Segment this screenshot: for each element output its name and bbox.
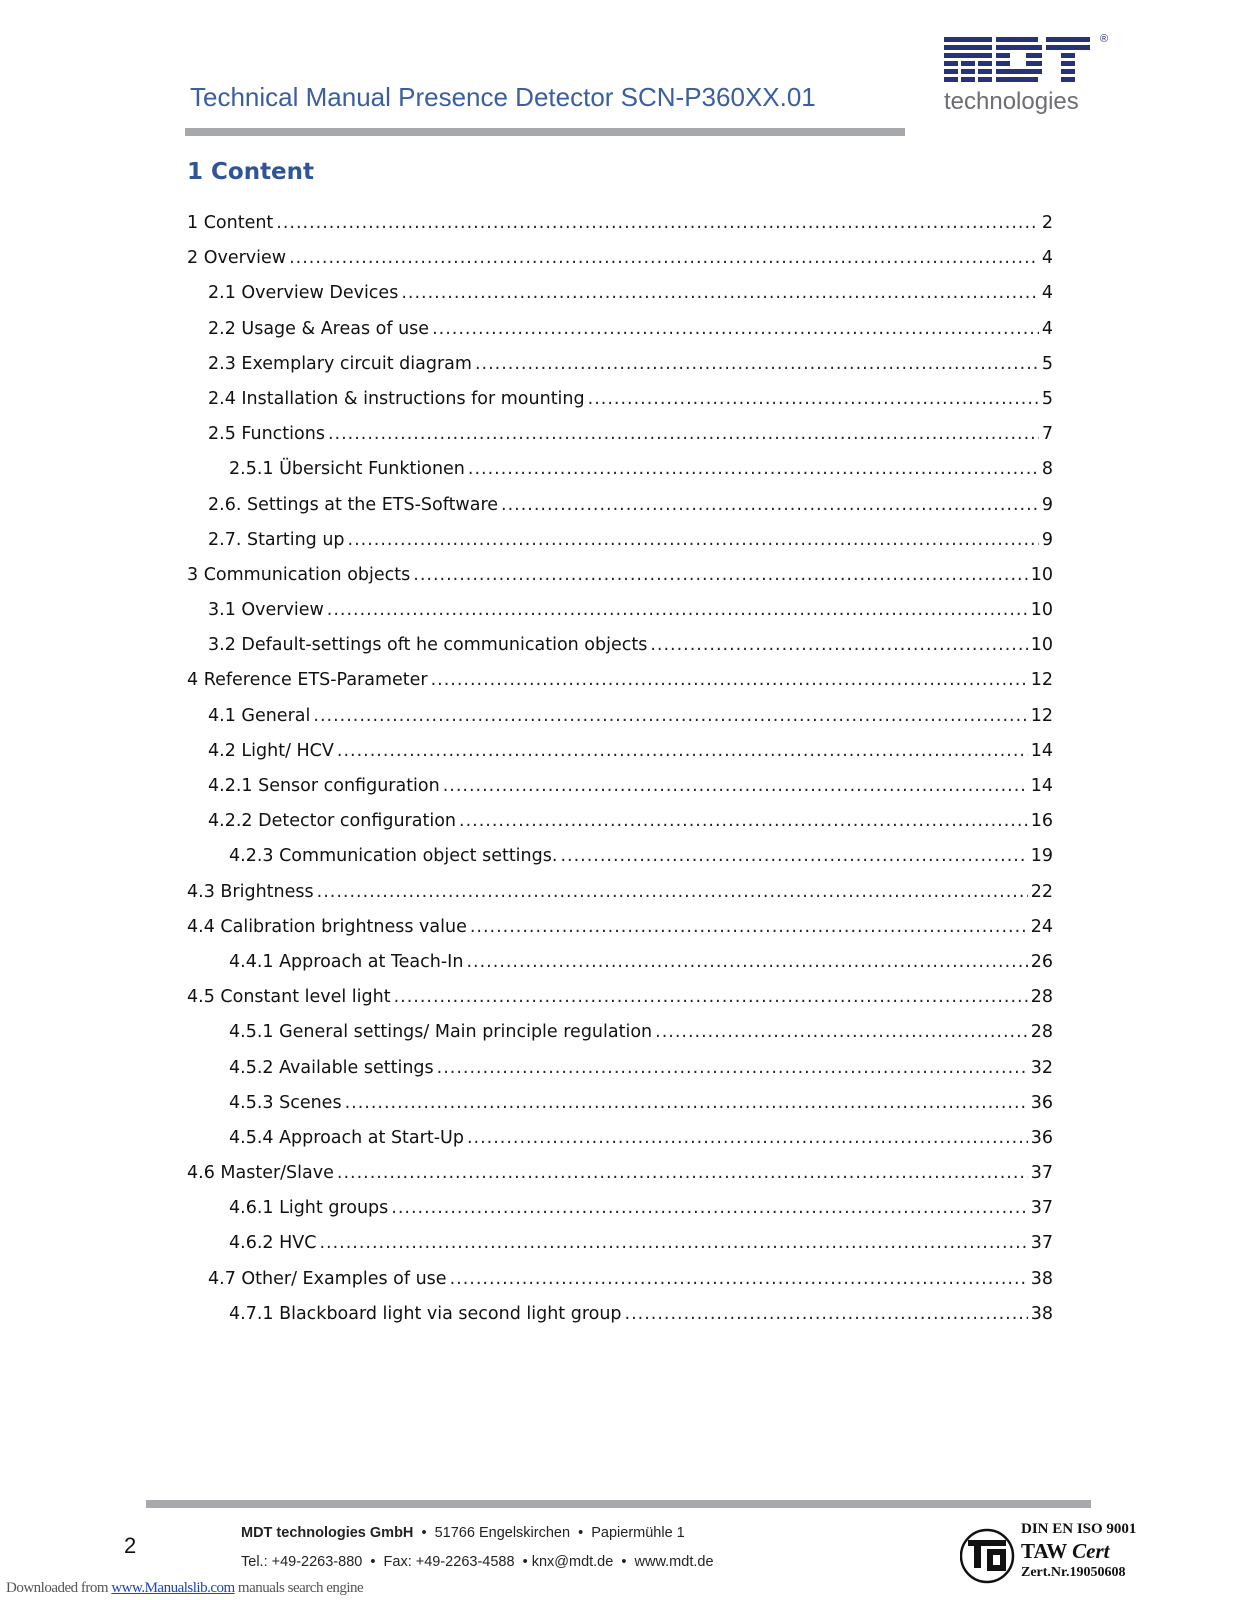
footer-street: Papiermühle 1: [591, 1525, 685, 1541]
toc-entry[interactable]: [187, 987, 1053, 1022]
toc-leader-dots: [450, 1269, 1028, 1289]
toc-entry[interactable]: [187, 1233, 1053, 1268]
toc-entry-page: 9: [1041, 529, 1053, 550]
bullet: •: [518, 1554, 528, 1570]
toc-leader-dots: [560, 846, 1027, 866]
toc-entry[interactable]: [187, 459, 1053, 494]
toc-entry[interactable]: [187, 1198, 1053, 1233]
toc-entry[interactable]: [187, 1058, 1053, 1093]
download-prefix: Downloaded from: [6, 1580, 109, 1596]
mdt-logo: [944, 33, 1114, 119]
toc-leader-dots: [276, 213, 1039, 233]
toc-entry-label: 2.4 Installation & instructions for mounting: [208, 388, 585, 409]
toc-entry-page: 10: [1030, 564, 1053, 585]
toc-entry-label: 2.2 Usage & Areas of use: [208, 318, 430, 339]
toc-leader-dots: [475, 354, 1039, 374]
toc-leader-dots: [337, 741, 1028, 761]
toc-entry-page: 32: [1030, 1057, 1053, 1078]
toc-entry-label: 2.7. Starting up: [208, 529, 345, 550]
toc-entry-page: 2: [1041, 213, 1053, 233]
toc-entry-label: 2.1 Overview Devices: [208, 283, 399, 304]
header-divider: [185, 128, 905, 136]
footer-email: knx@mdt.de: [531, 1554, 614, 1570]
toc-entry[interactable]: [187, 1128, 1053, 1163]
toc-entry[interactable]: [187, 213, 1053, 248]
toc-entry[interactable]: [187, 706, 1053, 741]
toc-leader-dots: [328, 424, 1039, 444]
toc-entry-label: 4.5.1 General settings/ Main principle regulation: [229, 1022, 653, 1043]
toc-entry-label: 4.6.1 Light groups: [229, 1198, 389, 1219]
toc-leader-dots: [470, 917, 1028, 937]
toc-entry-page: 19: [1030, 846, 1053, 867]
toc-entry[interactable]: [187, 1269, 1053, 1304]
toc-entry-page: 8: [1041, 459, 1053, 480]
toc-entry-label: 1 Content: [187, 213, 274, 233]
toc-entry-page: 26: [1030, 951, 1053, 972]
toc-entry-label: 4.7 Other/ Examples of use: [208, 1268, 447, 1289]
toc-entry-label: 2 Overview: [187, 248, 287, 269]
toc-entry-label: 3.1 Overview: [208, 600, 324, 621]
toc-entry-page: 16: [1030, 811, 1053, 832]
manualslib-link[interactable]: www.Manualslib.com: [111, 1580, 235, 1596]
toc-leader-dots: [650, 635, 1027, 655]
toc-entry-label: 4.1 General: [208, 705, 311, 726]
toc-entry[interactable]: [187, 741, 1053, 776]
toc-leader-dots: [655, 1022, 1028, 1042]
toc-entry-label: 2.6. Settings at the ETS-Software: [208, 494, 499, 515]
toc-leader-dots: [327, 600, 1028, 620]
toc-entry-page: 24: [1030, 916, 1053, 937]
toc-entry[interactable]: [187, 424, 1053, 459]
toc-entry-page: 10: [1030, 600, 1053, 621]
footer-city: 51766 Engelskirchen: [434, 1525, 571, 1541]
toc-entry-label: 4.3 Brightness: [187, 881, 314, 902]
toc-entry-label: 3.2 Default-settings oft he communication objects: [208, 635, 648, 656]
download-note: [6, 1580, 363, 1597]
document-title: Technical Manual Presence Detector SCN-P360XX.01: [190, 82, 816, 112]
toc-entry-label: 3 Communication objects: [187, 564, 411, 585]
toc-entry-label: 4.5 Constant level light: [187, 987, 391, 1008]
footer-tel: Tel.: +49-2263-880: [241, 1554, 363, 1570]
toc-entry-label: 4.5.3 Scenes: [229, 1092, 342, 1113]
toc-entry-page: 37: [1030, 1198, 1053, 1219]
toc-leader-dots: [501, 495, 1039, 515]
toc-entry[interactable]: [187, 917, 1053, 952]
toc-entry-page: 4: [1041, 283, 1053, 304]
footer-web: www.mdt.de: [634, 1554, 714, 1570]
toc-entry-page: 22: [1030, 881, 1053, 902]
toc-entry-label: 4.2.1 Sensor configuration: [208, 776, 440, 796]
toc-leader-dots: [467, 1128, 1028, 1148]
toc-entry[interactable]: [187, 319, 1053, 354]
toc-entry-page: 36: [1030, 1127, 1053, 1148]
toc-leader-dots: [468, 459, 1039, 479]
toc-entry-page: 10: [1030, 635, 1053, 656]
toc-entry-label: 4.7.1 Blackboard light via second light group: [229, 1303, 622, 1324]
toc-entry[interactable]: [187, 952, 1053, 987]
toc-entry-label: 4.6.2 HVC: [229, 1233, 317, 1254]
toc-entry[interactable]: [187, 635, 1053, 670]
toc-entry-page: 14: [1030, 776, 1053, 796]
toc-entry[interactable]: [187, 776, 1053, 811]
toc-entry-page: 37: [1030, 1233, 1053, 1254]
toc-leader-dots: [348, 530, 1039, 550]
cert-number: Zert.Nr.19050608: [1021, 1565, 1126, 1580]
toc-leader-dots: [431, 670, 1028, 690]
toc-leader-dots: [588, 389, 1039, 409]
toc-entry-label: 4.2.2 Detector configuration: [208, 811, 456, 832]
toc-entry[interactable]: [187, 811, 1053, 846]
toc-entry-page: 14: [1030, 740, 1053, 761]
toc-entry-label: 4.5.2 Available settings: [229, 1057, 434, 1078]
toc-entry-page: 37: [1030, 1163, 1053, 1184]
toc-leader-dots: [289, 248, 1039, 268]
registered-mark: ®: [1100, 33, 1109, 45]
toc-entry[interactable]: [187, 1093, 1053, 1128]
toc-entry[interactable]: [187, 248, 1053, 283]
bullet: •: [366, 1554, 380, 1570]
toc-entry-page: 9: [1041, 494, 1053, 515]
toc-entry[interactable]: [187, 670, 1053, 705]
toc-entry[interactable]: [187, 530, 1053, 565]
toc-entry[interactable]: [187, 354, 1053, 389]
toc-entry[interactable]: [187, 1304, 1053, 1339]
download-suffix: manuals search engine: [237, 1580, 364, 1596]
toc-entry-page: 38: [1030, 1268, 1053, 1289]
page-number: 2: [124, 1533, 137, 1558]
toc-entry[interactable]: [187, 565, 1053, 600]
toc-entry-page: 38: [1030, 1303, 1053, 1324]
cert-standard: DIN EN ISO 9001: [1021, 1521, 1137, 1537]
toc-entry[interactable]: [187, 389, 1053, 424]
toc-leader-dots: [391, 1198, 1027, 1218]
toc-entry-label: 4.6 Master/Slave: [187, 1163, 334, 1184]
toc-leader-dots: [319, 1233, 1027, 1253]
toc-entry-label: 2.3 Exemplary circuit diagram: [208, 353, 472, 374]
section-heading: 1 Content: [187, 159, 315, 185]
toc-entry[interactable]: [187, 495, 1053, 530]
toc-entry-page: 28: [1030, 1022, 1053, 1043]
toc-leader-dots: [443, 776, 1028, 796]
toc-entry-page: 7: [1041, 424, 1053, 445]
toc-entry-page: 4: [1041, 248, 1053, 269]
toc-entry-label: 2.5 Functions: [208, 424, 325, 445]
toc-leader-dots: [459, 811, 1028, 831]
toc-entry[interactable]: [187, 846, 1053, 881]
toc-entry[interactable]: [187, 882, 1053, 917]
toc-entry-label: 4.4 Calibration brightness value: [187, 916, 467, 937]
toc-leader-dots: [313, 706, 1027, 726]
toc-entry[interactable]: [187, 600, 1053, 635]
toc-leader-dots: [401, 283, 1039, 303]
toc-leader-dots: [625, 1304, 1028, 1324]
toc-entry-label: 2.5.1 Übersicht Funktionen: [229, 459, 465, 480]
toc-entry-label: 4 Reference ETS-Parameter: [187, 670, 428, 691]
toc-leader-dots: [466, 952, 1027, 972]
toc-leader-dots: [432, 319, 1039, 339]
footer-divider: [146, 1500, 1091, 1508]
cert-name: TAW Cert: [1021, 1539, 1110, 1563]
toc-entry-page: 5: [1041, 353, 1053, 374]
bullet: •: [574, 1525, 588, 1541]
toc-leader-dots: [317, 882, 1028, 902]
bullet: •: [617, 1554, 631, 1570]
toc-entry-label: 4.2 Light/ HCV: [208, 740, 334, 761]
footer-address: [241, 1525, 685, 1541]
mdt-logo-mark: [944, 33, 1094, 87]
toc-entry-page: 12: [1030, 705, 1053, 726]
certification-badge: [960, 1520, 1150, 1586]
toc-entry-page: 12: [1030, 670, 1053, 691]
toc-leader-dots: [413, 565, 1027, 585]
toc-leader-dots: [345, 1093, 1028, 1113]
toc-entry-label: 4.4.1 Approach at Teach-In: [229, 951, 464, 972]
toc-entry-label: 4.5.4 Approach at Start-Up: [229, 1127, 464, 1148]
toc-leader-dots: [437, 1058, 1028, 1078]
toc-entry-page: 4: [1041, 318, 1053, 339]
toc-leader-dots: [337, 1163, 1028, 1183]
toc-entry[interactable]: [187, 1163, 1053, 1198]
toc-entry-page: 28: [1030, 987, 1053, 1008]
toc-entry-page: 36: [1030, 1092, 1053, 1113]
footer-contact: [241, 1554, 714, 1570]
toc-entry[interactable]: [187, 283, 1053, 318]
logo-subtitle: technologies: [944, 88, 1079, 115]
taw-cert-icon: [960, 1527, 1016, 1585]
cert-text: [1021, 1520, 1136, 1582]
footer-fax: Fax: +49-2263-4588: [383, 1554, 515, 1570]
toc-entry-page: 5: [1041, 388, 1053, 409]
toc-leader-dots: [394, 987, 1028, 1007]
footer-company: MDT technologies GmbH: [241, 1525, 414, 1541]
bullet: •: [417, 1525, 431, 1541]
toc-entry[interactable]: [187, 1022, 1053, 1057]
toc-entry-label: 4.2.3 Communication object settings.: [229, 846, 558, 867]
table-of-contents: [187, 213, 1053, 1339]
